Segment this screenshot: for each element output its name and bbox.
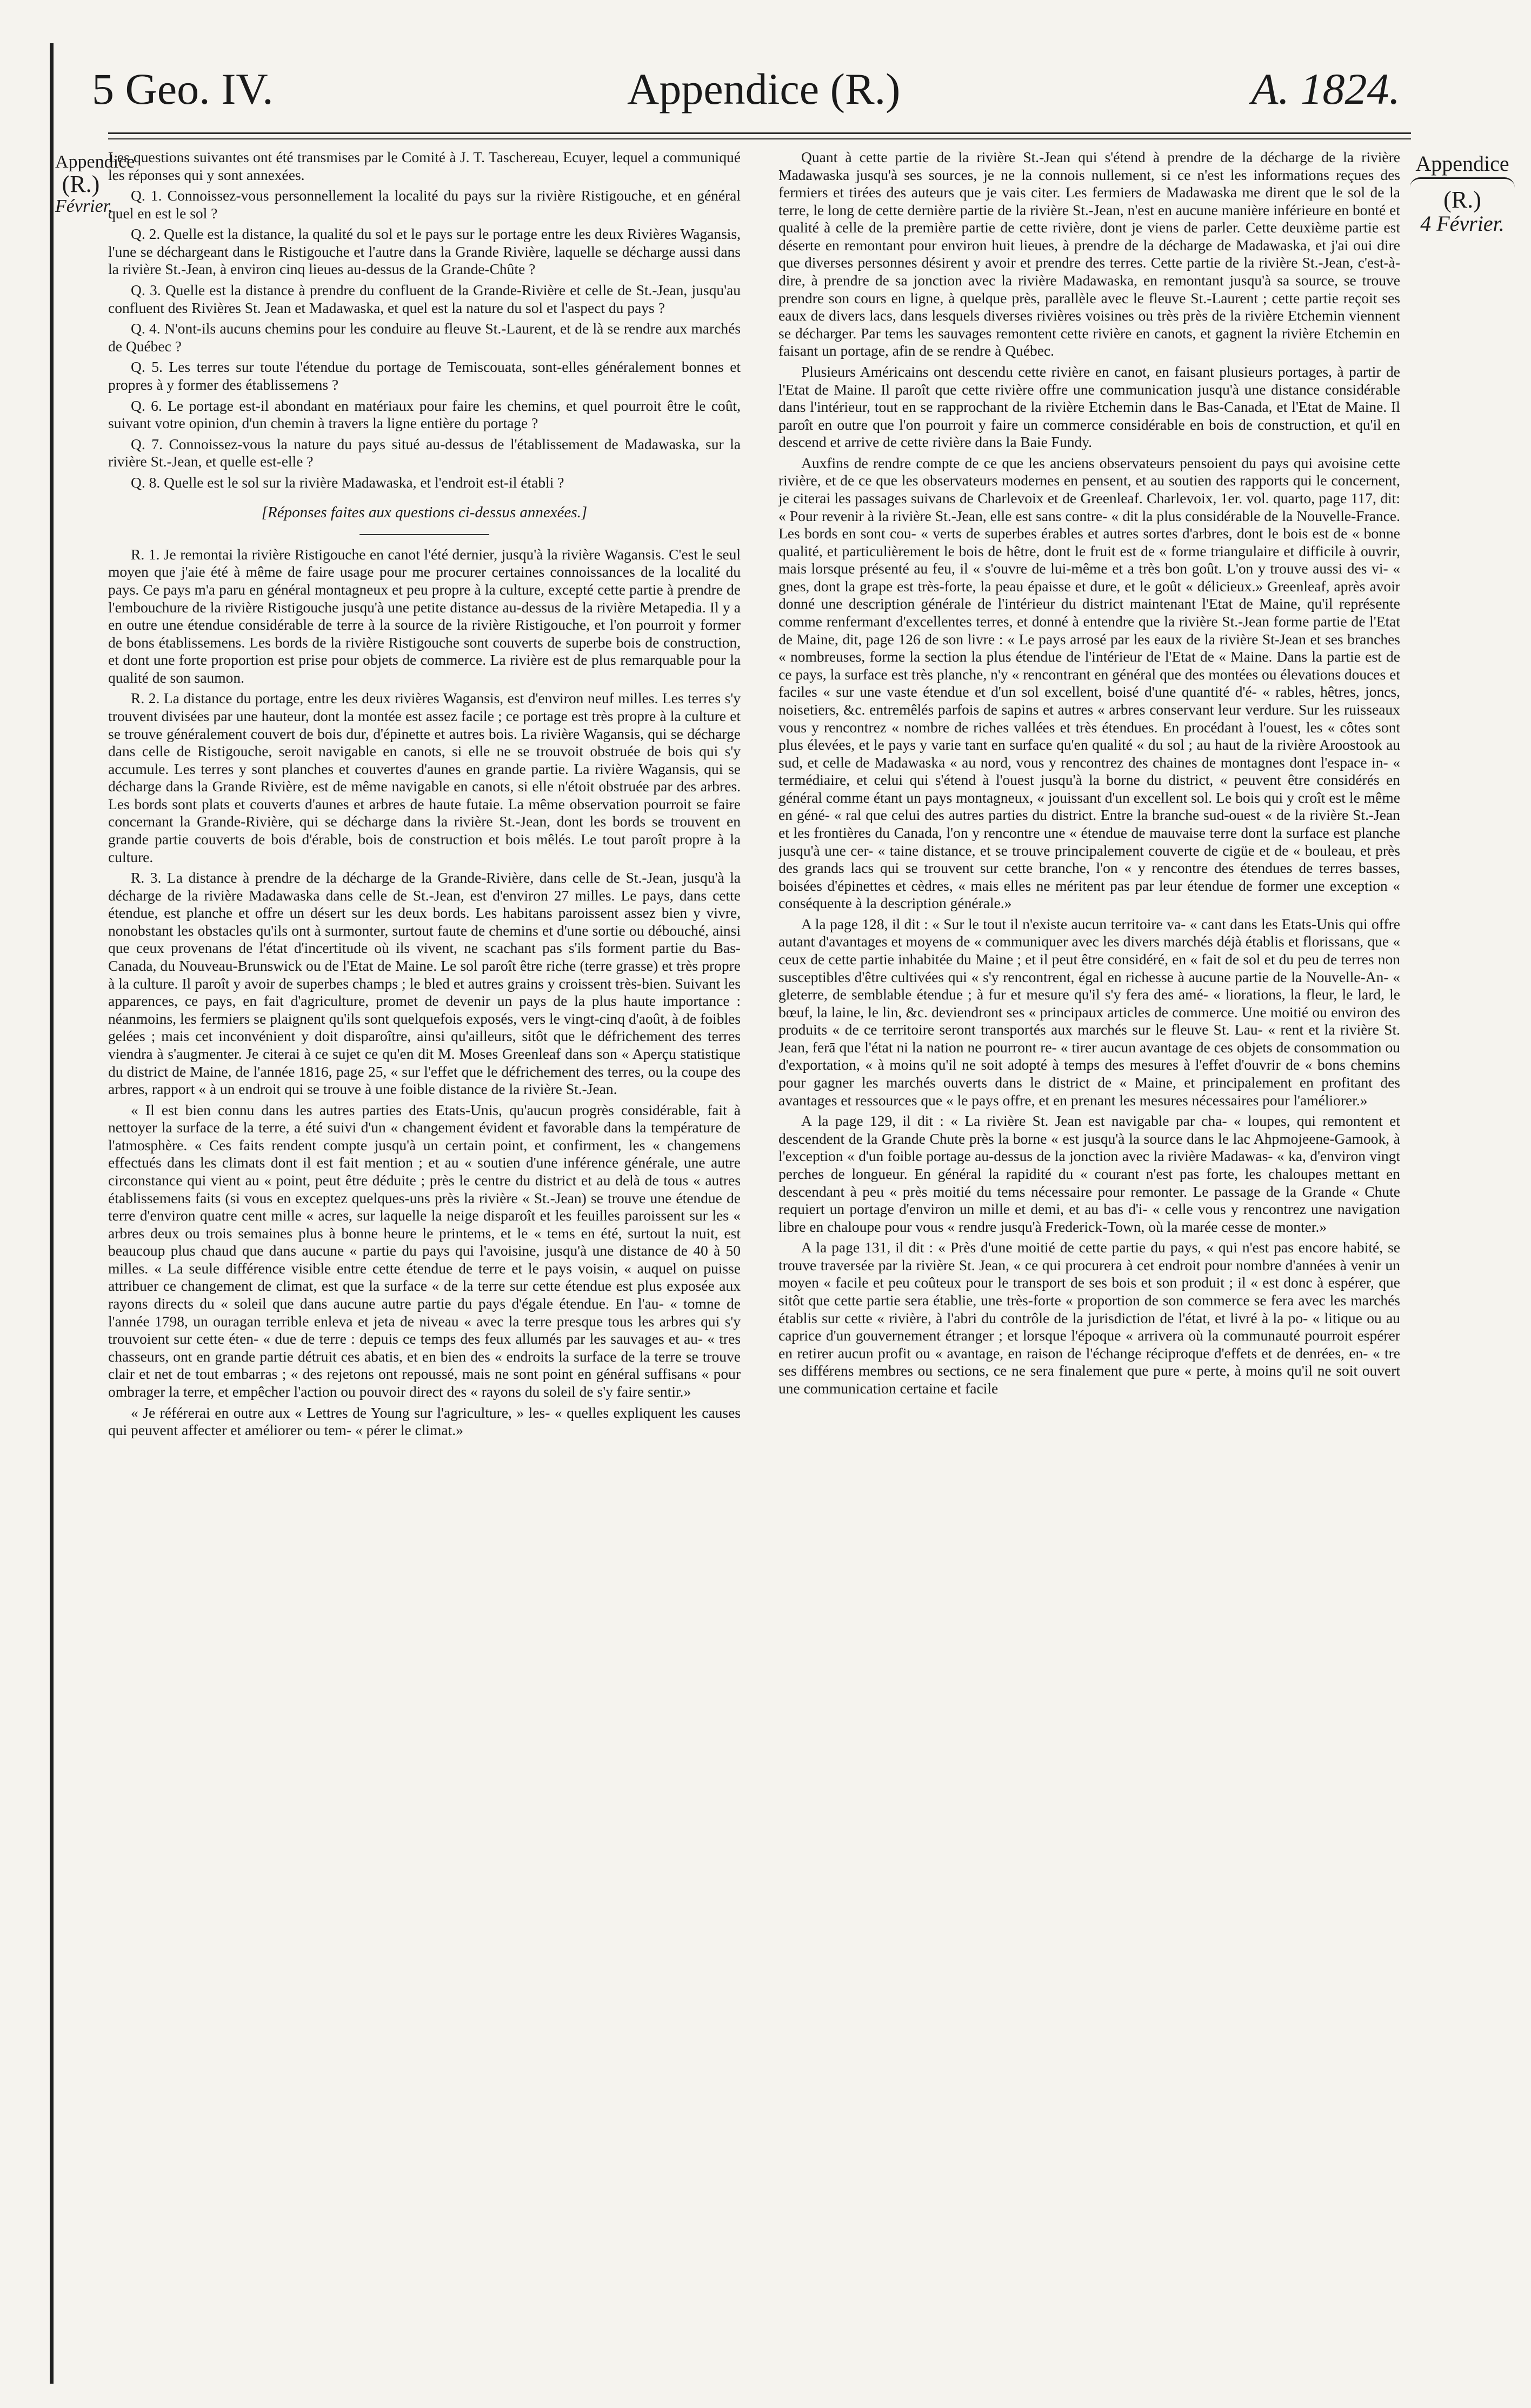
question-4: Q. 4. N'ont-ils aucuns chemins pour les conduire au fleuve St.-Laurent, et de là se rendre aux marchés de Québec ? bbox=[108, 320, 741, 355]
right-paragraph-2: Plusieurs Américains ont descendu cette rivière en canot, en faisant plusieurs portages, à partir de l'Etat de Maine. Il paroît que cette rivière offre une communication jusqu'à une distance considérable dans l'intérieur, tout en se rapprochant de la rivière Etchemin dans le Bas-Canada, et l'Etat de Maine. Il paroît en outre que l'on pourroit y faire un commerce considérable en bois de construction, et qu'il en descend et arrive de cette rivière dans la Baie Fundy. bbox=[778, 363, 1400, 451]
answer-2: R. 2. La distance du portage, entre les deux rivières Wagansis, est d'environ neuf milles. Les terres s'y trouvent divisées par une hauteur, dont la montée est assez facile ; ce portage est très propre à la culture et se trouve généralement couvert de bois dur, d'épinette et autres bois. La rivière Wagansis, qui se décharge dans celle de Ristigouche, seroit navigable en canots, si elle ne se trouvoit obstruée de bois qui s'y accumule. Les terres y sont planches et couvertes d'aunes en grande partie. La rivière Wagansis, qui se décharge dans la Grande Rivière, est de même navigable en canots, si elle n'étoit obstruée par des arbres. Les bords sont plats et couverts d'aunes et arbres de haute futaie. La même observation pourroit se faire concernant la Grande-Rivière, qui se décharge dans la rivière St.-Jean, dont les bords se trouvent en grande partie couverts de bois d'érable, bois de construction et bois mêlés. Le tout paroît propre à la culture. bbox=[108, 690, 741, 865]
answers-heading: [Réponses faites aux questions ci-dessus annexées.] bbox=[261, 504, 588, 522]
right-paragraph-5: A la page 129, il dit : « La rivière St. Jean est navigable par cha- « loupes, qui remontent et descendent de la Grande Chute près la borne « est jusqu'à la source dans le lac Ahpmojeene-Gamook, à l'exception « d'un foible portage au-dessus de la jonction avec la rivière Madawas- « ka, d'environ vingt perches de longueur. En général la rapidité du « courant n'est pas forte, les chaloupes mettant en descendant à peu « près moitié du tems nécessaire pour remonter. Le passage de la Grande « Chute requiert un portage d'environ un mille et demi, et au bas d'i- « celle vous y rencontrez une navigation libre en chaloupe pour vous « rendre jusqu'à Frederick-Town, où la marée cesse de monter.» bbox=[778, 1112, 1400, 1235]
margin-note-right bbox=[1406, 152, 1519, 235]
header-year: A. 1824. bbox=[1251, 64, 1400, 114]
right-paragraph-3: Auxfins de rendre compte de ce que les anciens observateurs pensoient du pays qui avoisine cette rivière, et de ce que les observateurs modernes en pensent, et au soutien des rapports qui le concernent, je citerai les passages suivans de Charlevoix et de Greenleaf. Charlevoix, 1er. vol. quarto, page 117, dit: « Pour revenir à la rivière St.-Jean, elle est sans contre- « dit la plus considérable de la Nouvelle-France. Les bords en sont cou- « verts de superbes érables et autres sortes d'arbres, dont le bois est de « bonne qualité, et particulièrement le bois de hêtre, dont le fruit est de « forme triangulaire et difficile à ouvrir, mais lorsque présenté au feu, il « s'ouvre de lui-même et a très bon goût. L'on y trouve aussi des vi- « gnes, dont la grape est très-forte, la peau épaisse et dure, et le goût « délicieux.» Greenleaf, après avoir donné une description générale de l'intérieur du district maintenant l'Etat de Maine, qu'il représente comme renfermant d'excellentes terres, et donné à entendre que la rivière St.-Jean forme partie de l'Etat de Maine, dit, page 126 de son livre : « Le pays arrosé par les eaux de la rivière St-Jean et ses branches « nombreuses, forme la section la plus étendue de l'intérieur de l'Etat de « Maine. Dans la partie est de ce pays, la surface est très planche, n'y « rencontrant en général que des montées ou élevations douces et faciles « sur une vaste étendue et d'un sol excellent, boisé d'une quantité d'é- « rables, hêtres, joncs, noisetiers, &c. entremêlés parfois de sapins et autres « arbres conservant leur verdure. Sur les ruisseaux vous y rencontrez « nombre de riches vallées et très étendues. En procédant à l'ouest, les « côtes sont plus élevées, et le pays y varie tant en surface qu'en qualité « du sol ; au haut de la rivière Aroostook au sud, et celle de Madawaska « au nord, vous y rencontrez des chaines de montagnes dont l'espace in- « termédiaire, et celui qui s'étend à l'ouest jusqu'à la borne du district, « peuvent être considérés en général comme étant un pays montagneux, « jouissant d'un excellent sol. Le bois qui y croît est le même en géné- « ral que celui des autres parties du district. Entre la branche sud-ouest « de la rivière St.-Jean et les frontières du Canada, l'on y rencontre une « étendue de mauvaise terre dont la surface est planche jusqu'à une cer- « taine distance, et se trouve principalement couverte de cigüe et de « bouleau, et près des grands lacs qui se trouvent sur cette branche, l'on « y rencontre des étendues de terres basses, boisées d'épinettes et cèdres, « mais elles ne méritent pas par leur étendue de former une exception « conséquente à la description générale.» bbox=[778, 454, 1400, 912]
right-paragraph-4: A la page 128, il dit : « Sur le tout il n'existe aucun territoire va- « cant dans les Etats-Unis qui offre autant d'avantages et moyens de « communiquer avec les divers marchés déjà établis et florissans, que « ceux de cette partie inhabitée du Maine ; et il peut être considéré, en « fait de sol et du peu de terres non susceptibles d'être cultivées qui « s'y rencontrent, égal en richesse à aucune partie de la Nouvelle-An- « gleterre, de semblable étendue ; à fur et mesure qu'il s'y fera des amé- « liorations, la fleur, le lard, le bœuf, la laine, le lin, &c. deviendront ses « principaux articles de commerce. Une moitié ou environ des produits « de ce territoire seront transportés aux marchés sur le fleuve St. Lau- « rent et la rivière St. Jean, ferā que l'état ni la nation ne pourront re- « tirer aucun avantage de ces objets de consommation ou d'exportation, « à moins qu'il ne soit adopté à temps des mesures à l'effet d'ouvrir de « bons chemins pour gagner les marchés ouverts dans le district de « Maine, et principalement en profitant des avantages et ressources que « le pays offre, et en prenant les mesures nécessaires pour l'améliorer.» bbox=[778, 915, 1400, 1109]
page-header bbox=[92, 64, 1400, 129]
right-paragraph-6: A la page 131, il dit : « Près d'une moitié de cette partie du pays, « qui n'est pas encore habité, se trouve traversée par la rivière St. Jean, « ce qui procurera à cet endroit pour nombre d'années à venir un moyen « facile et peu coûteux pour le transport de ses bois et son produit ; il « est donc à espérer, que sitôt que cette partie sera établie, une très-forte « proportion de son commerce se fera avec les marchés établis sur cette « rivière, à l'abri du contrôle de la jurisdiction de l'état, et livré à la po- « litique ou au caprice d'un gouvernement étranger ; et lorsque l'époque « arrivera où la communauté pourroit espérer en retirer aucun profit ou « avantage, en raison de l'échange réciproque d'effets et de denrées, en- « tre ses différens membres ou sections, ce ne sera finalement que pure « perte, à moins qu'il ne soit ouvert une communication certaine et facile bbox=[778, 1239, 1400, 1397]
question-1: Q. 1. Connoissez-vous personnellement la localité du pays sur la rivière Ristigouche, et en général quel en est le sol ? bbox=[108, 187, 741, 222]
header-rule-thick bbox=[108, 132, 1411, 134]
margin-left-date: Février. bbox=[55, 196, 113, 216]
answer-3-quote: « Il est bien connu dans les autres parties des Etats-Unis, qu'aucun progrès considérable, fait à nettoyer la surface de la terre, a été suivi d'un « changement évident et favorable dans la température de l'atmosphère. « Ces faits rendent compte jusqu'à un certain point, et confirment, les « changemens effectués dans les climats dont il est fait mention ; et au « soutien d'une inférence générale, une autre circonstance qui vient au « point, peut être déduite ; près le centre du district et au delà de tous « autres établissemens faits (si vous en exceptez quelques-uns près la rivière « St.-Jean) se trouve une étendue de terre d'environ quatre cent mille « acres, sur laquelle la neige disparoît et les feuilles paroissent sur les « arbres deux ou trois semaines plus à bonne heure le printems, et le « tems en été, surtout la nuit, est beaucoup plus chaud que dans aucune « partie du pays qui l'avoisine, jusqu'à une distance de 40 à 50 milles. « La seule différence visible entre cette étendue de terre et le pays voisin, « auquel on puisse attribuer ce changement de climat, est que la surface « de la terre sur cette étendue est plus exposée aux rayons directs du « soleil que dans aucune autre partie du pays d'égale étendue. En l'au- « tomne de l'année 1798, un ouragan terrible enleva et jeta de niveau « avec la terre presque tous les arbres qui s'y trouvoient sur cette éten- « due de terre : depuis ce temps des feux allumés par les sauvages et au- « tres chasseurs, ont en grande partie détruit ces abatis, et en bien des « endroits la surface de la terre se trouve clair et net de tout embarras ; « des rejetons ont repoussé, mais ne sont point en général suffisans « pour ombrager la terre, et empêcher l'action ou pouvoir direct des « rayons du soleil de s'y faire sentir.» bbox=[108, 1101, 741, 1400]
question-2: Q. 2. Quelle est la distance, la qualité du sol et le pays sur le portage entre les deux Rivières Wagansis, l'une se déchargeant dans le Ristigouche et l'autre dans la Grande Rivière, laquelle se décharge aussi dans la rivière St.-Jean, à environ cinq lieues au-dessus de la Grande-Chûte ? bbox=[108, 225, 741, 278]
right-paragraph-1: Quant à cette partie de la rivière St.-Jean qui s'étend à prendre de la décharge de la rivière Madawaska jusqu'à ses sources, je ne la connois nullement, si ce n'est les informations reçues des fermiers et tirées des auteurs que je vais citer. Les fermiers de Madawaska me dirent que le sol de la terre, le long de cette dernière partie de la rivière St.-Jean, n'est en aucune manière inférieure en bonté et qualité à celle de la première partie de cette rivière, dont je viens de parler. Cette deuxième partie est déserte en remontant pour environ huit lieues, à prendre de la décharge de Madawaska, et j'ai oui dire que diverses personnes désirent y avoir et prendre des terres. Cette partie de la rivière St.-Jean, c'est-à-dire, à prendre de sa jonction avec la rivière Madawaska, en remontant jusqu'à sa source, se trouve prendre son cours en ligne, à quelque près, parallèle avec le fleuve St.-Laurent ; cette partie reçoit ses eaux de divers lacs, dans lesquels diverses rivières voisines ou très près de la rivière Etchemin viennent se décharger. Par tems les sauvages remontent cette rivière en canots, et gagnent la rivière Etchemin en faisant un portage, afin de se rendre à Québec. bbox=[778, 149, 1400, 359]
answer-3: R. 3. La distance à prendre de la décharge de la Grande-Rivière, dans celle de St.-Jean, jusqu'à la décharge de la rivière Madawaska dans celle de St.-Jean, est d'environ 27 milles. Le pays, dans cette étendue, est planche et offre un désert sur les deux bords. Les habitans paroissent assez bien y vivre, nonobstant les obstacles qu'ils ont à surmonter, surtout faute de chemins et d'une sortie ou débouché, ainsi que ceux provenans de l'état d'incertitude où ils vivent, ne scachant pas s'ils forment partie du Bas-Canada, du Nouveau-Brunswick ou de l'Etat de Maine. Le sol paroît être riche (terre grasse) et très propre à la culture. Il paroît y avoir de superbes champs ; le bled et autres grains y croissent très-bien. Suivant les apparences, ce pays, en fait d'agriculture, promet de devenir un pays de la plus haute importance : néanmoins, les fermiers se plaignent qu'ils sont quelquefois exposés, vers le vingt-cinq d'août, à de foibles gelées ; mais cet inconvénient y doit disparoître, ainsi qu'ailleurs, sitôt que le défrichement des terres viendra à s'augmenter. Je citerai à ce sujet ce qu'en dit M. Moses Greenleaf dans son « Aperçu statistique du district de Maine, de l'année 1816, page 25, « sur l'effet que le défrichement des terres, ou la coupe des arbres, rapport « à un endroit qui se trouve à une foible distance de la rivière St.-Jean. bbox=[108, 869, 741, 1098]
question-3: Q. 3. Quelle est la distance à prendre du confluent de la Grande-Rivière et celle de St.-Jean, jusqu'au confluent des Rivières St. Jean et Madawaska, et quel est la nature du sol et l'aspect du pays ? bbox=[108, 282, 741, 316]
right-column bbox=[778, 149, 1400, 2386]
question-6: Q. 6. Le portage est-il abondant en matériaux pour faire les chemins, et quel pourroit être le coût, suivant votre opinion, d'un chemin à travers la ligne entière du portage ? bbox=[108, 397, 741, 432]
question-7: Q. 7. Connoissez-vous la nature du pays situé au-dessus de l'établissement de Madawaska, sur la rivière St.-Jean, et quelle est-elle ? bbox=[108, 435, 741, 470]
answer-3-reference: « Je référerai en outre aux « Lettres de Young sur l'agriculture, » les- « quelles expliquent les causes qui peuvent affecter et améliorer ou tem- « pérer le climat.» bbox=[108, 1404, 741, 1439]
header-rule-thin bbox=[108, 138, 1411, 139]
margin-right-mark: (R.) bbox=[1443, 186, 1481, 213]
header-session: 5 Geo. IV. bbox=[92, 64, 274, 114]
page-binding-edge bbox=[50, 43, 54, 2384]
questions-intro: Les questions suivantes ont été transmises par le Comité à J. T. Taschereau, Ecuyer, lequel a communiqué les réponses qui y sont annexées. bbox=[108, 149, 741, 183]
answers-heading-rule bbox=[360, 534, 489, 535]
answer-1: R. 1. Je remontai la rivière Ristigouche en canot l'été dernier, jusqu'à la rivière Wagansis. C'est le seul moyen que j'aie été à même de faire usage pour me procurer certaines connoissances de la localité du pays. Ce pays m'a paru en général montagneux et peu propre à la culture, excepté cette partie à prendre de l'embouchure de la rivière Ristigouche jusqu'à une petite distance au-dessus de la rivière Metapedia. Il y a en outre une étendue considérable de terre à la source de la rivière Ristigouche, et l'on pourroit y former de bons établissemens. Les bords de la rivière Ristigouche sont couverts de superbe bois de construction, et dont une forte proportion est prise pour objets de commerce. La rivière est de plus remarquable pour la qualité de son saumon. bbox=[108, 545, 741, 686]
question-5: Q. 5. Les terres sur toute l'étendue du portage de Temiscouata, sont-elles généralement bonnes et propres à y former des établissemens ? bbox=[108, 358, 741, 393]
margin-left-word: Appendice bbox=[55, 152, 135, 172]
margin-note-left bbox=[55, 152, 135, 216]
left-column bbox=[108, 149, 741, 2386]
margin-right-date: 4 Février. bbox=[1420, 211, 1505, 236]
margin-right-word: Appendice bbox=[1415, 151, 1509, 176]
question-8: Q. 8. Quelle est le sol sur la rivière Madawaska, et l'endroit est-il établi ? bbox=[131, 473, 564, 491]
header-appendix-title: Appendice (R.) bbox=[627, 64, 901, 114]
margin-left-mark: (R.) bbox=[62, 170, 100, 197]
